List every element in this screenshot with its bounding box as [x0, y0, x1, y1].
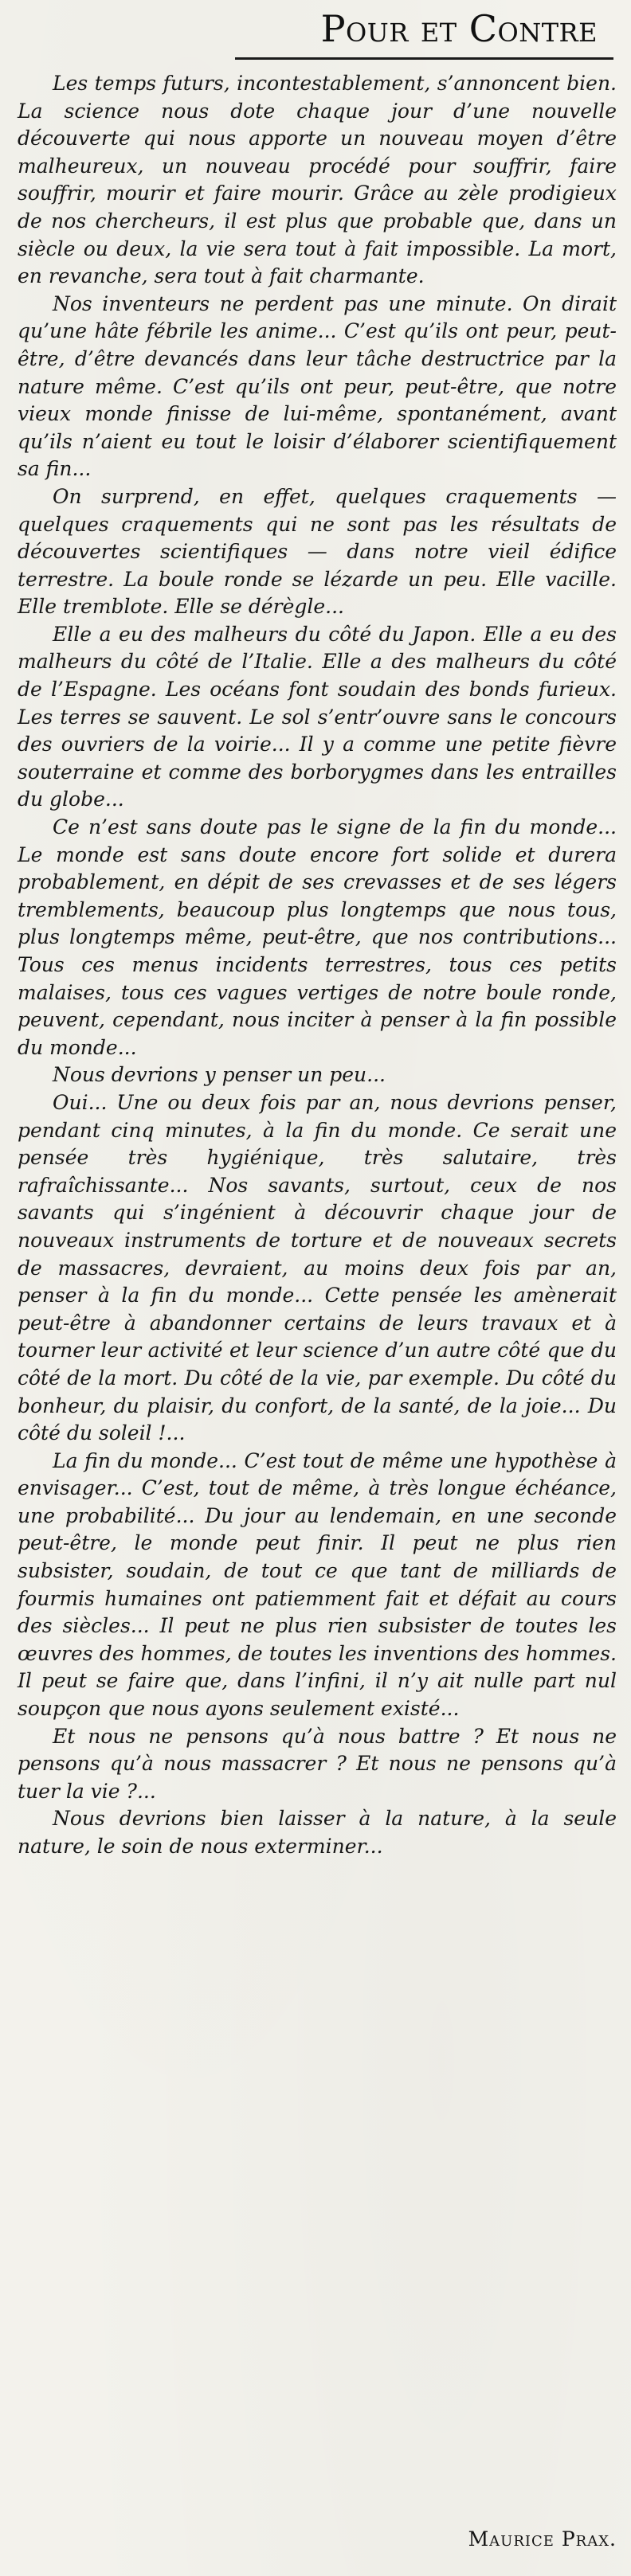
author-signature: Maurice Prax. — [468, 2527, 617, 2551]
article-paragraph-3: On surprend, en effet, quelques craquements — quelques craquements qui ne sont pas les résultats de découvertes scientifiques — dans notre vieil édifice terrestre. La boule ronde se lézarde un peu. Elle vacille. Elle tremblote. Elle se dérègle... — [18, 484, 617, 619]
article-paragraph-2: Nos inventeurs ne perdent pas une minute. On dirait qu’une hâte fébrile les anime... C’est qu’ils ont peur, peut-être, d’être devancés dans leur tâche destructrice par la nature même. C’est qu’ils ont peur, peut-être, que notre vieux monde finisse de lui-même, spontanément, avant qu’ils n’aient eu tout le loisir d’élaborer scientifiquement sa fin... — [18, 291, 617, 481]
column-title: Pour et Contre — [320, 7, 598, 50]
article-paragraph-5: Ce n’est sans doute pas le signe de la fin du monde... Le monde est sans doute encore fort solide et durera probablement, en dépit de ses crevasses et de ses légers tremblements, beaucoup plus longtemps que nous tous, plus longtemps même, peut-être, que nos contributions... Tous ces menus incidents terrestres, tous ces petits malaises, tous ces vagues vertiges de notre boule ronde, peuvent, cependant, nous inciter à penser à la fin possible du monde... — [18, 815, 617, 1059]
article-body — [18, 70, 617, 1861]
article-paragraph-1: Les temps futurs, incontestablement, s’annoncent bien. La science nous dote chaque jour d’une nouvelle découverte qui nous apporte un nouveau moyen d’être malheureux, un nouveau procédé pour souffrir, faire souffrir, mourir et faire mourir. Grâce au zèle prodigieux de nos chercheurs, il est plus que probable que, dans un siècle ou deux, la vie sera tout à fait impossible. La mort, en revanche, sera tout à fait charmante. — [18, 72, 617, 288]
article-paragraph-8: La fin du monde... C’est tout de même une hypothèse à envisager... C’est, tout de même, à très longue échéance, une probabilité... Du jour au lendemain, en une seconde peut-être, le monde peut finir. Il peut ne plus rien subsister, soudain, de tout ce que tant de milliards de fourmis humaines ont patiemment fait et défait au cours des siècles... Il peut ne plus rien subsister de toutes les œuvres des hommes, de toutes les inventions des hommes. Il peut se faire que, dans l’infini, il n’y ait nulle part nul soupçon que nous ayons seulement existé... — [18, 1448, 617, 1721]
article-paragraph-4: Elle a eu des malheurs du côté du Japon. Elle a eu des malheurs du côté de l’Italie. Elle a des malheurs du côté de l’Espagne. Les océans font soudain des bonds furieux. Les terres se sauvent. Le sol s’entr’ouvre sans le concours des ouvriers de la voirie... Il y a comme une petite fièvre souterraine et comme des borborygmes dans les entrailles du globe... — [18, 622, 617, 811]
article-paragraph-7: Oui... Une ou deux fois par an, nous devrions penser, pendant cinq minutes, à la fin du monde. Ce serait une pensée très hygiénique, très salutaire, très rafraîchissante... Nos savants, surtout, ceux de nos savants qui s’ingénient à découvrir chaque jour de nouveaux instruments de torture et de nouveaux secrets de massacres, devraient, au moins deux fois par an, penser à la fin du monde... Cette pensée les amènerait peut-être à abandonner certains de leurs travaux et à tourner leur activité et leur science d’un autre côté que du côté de la mort. Du côté de la vie, par exemple. Du côté du bonheur, du plaisir, du confort, de la santé, de la joie... Du côté du soleil !... — [18, 1090, 617, 1445]
article-paragraph-6: Nous devrions y penser un peu... — [53, 1063, 386, 1087]
article-paragraph-10: Nous devrions bien laisser à la nature, à la seule nature, le soin de nous exterminer... — [18, 1807, 617, 1858]
column-header — [235, 0, 613, 60]
article-paragraph-9: Et nous ne pensons qu’à nous battre ? Et nous ne pensons qu’à nous massacrer ? Et nous ne pensons qu’à tuer la vie ?... — [18, 1724, 617, 1803]
